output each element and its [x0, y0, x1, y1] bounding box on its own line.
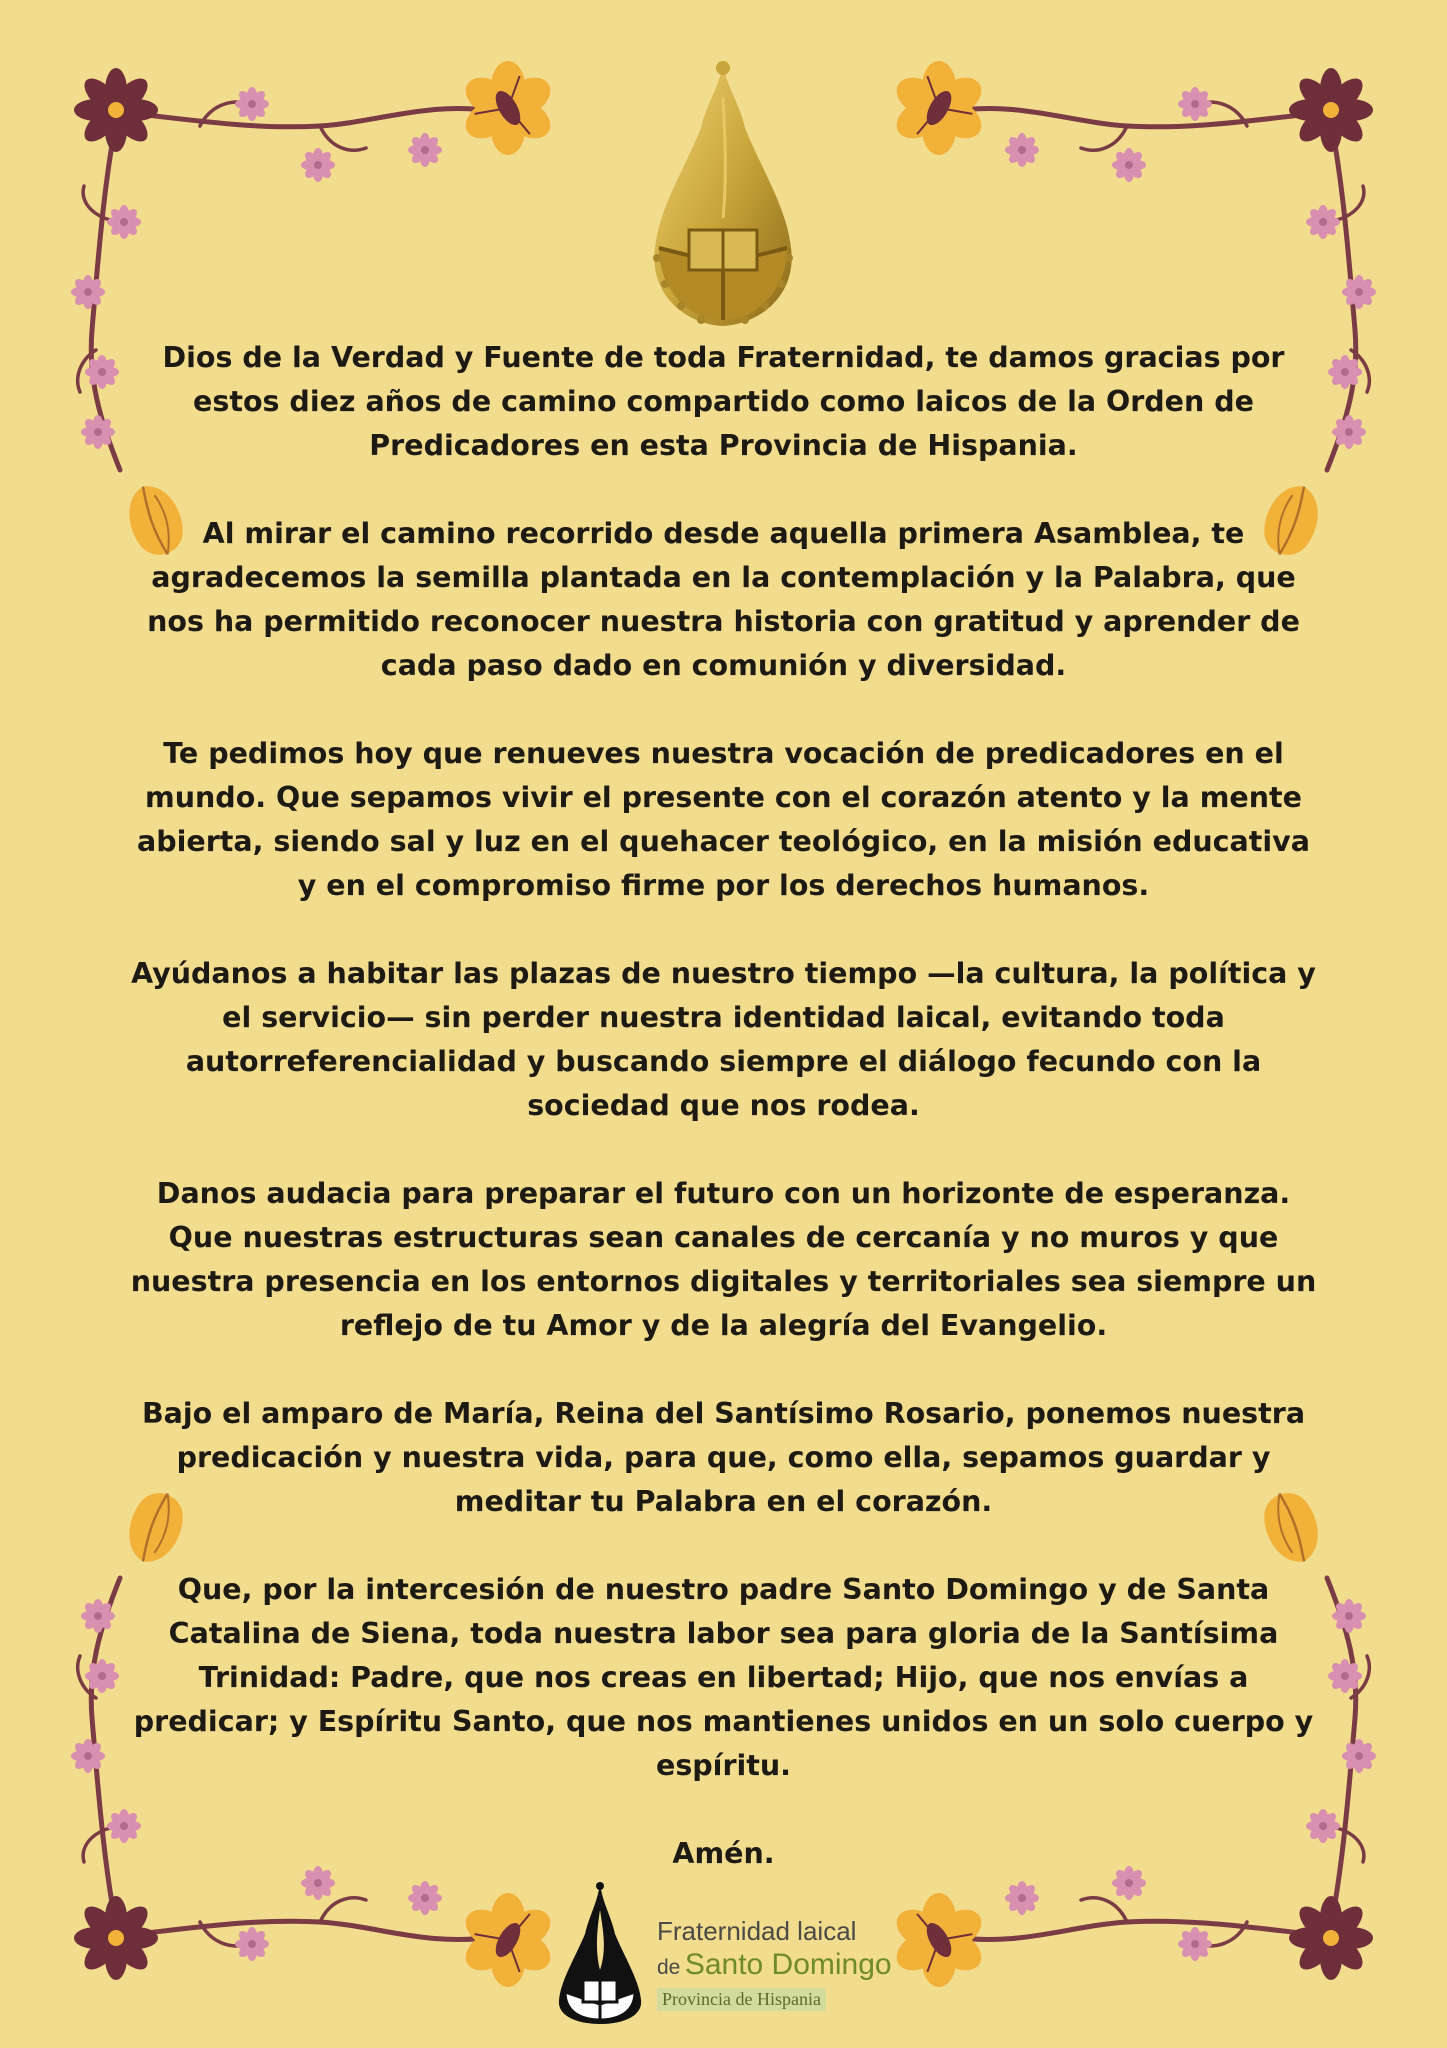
dominican-flame-shield-icon	[635, 58, 811, 330]
prayer-paragraph: Danos audacia para preparar el futuro con un horizonte de esperanza. Que nuestras estructuras sean canales de cercanía y no muros y que nuestra presencia en los entornos digitales y territoriales sea siempre un reflejo de tu Amor y de la alegría del Evangelio.	[130, 1177, 1317, 1342]
prayer-paragraph: Bajo el amparo de María, Reina del Santísimo Rosario, ponemos nuestra predicación y nuestra vida, para que, como ella, sepamos guardar y meditar tu Palabra en el corazón.	[141, 1397, 1306, 1518]
prayer-paragraph: Ayúdanos a habitar las plazas de nuestro tiempo —la cultura, la política y el servicio— sin perder nuestra identidad laical, evitando toda autorreferencialidad y buscando siempre el diálogo fecundo con la sociedad que nos rodea.	[131, 957, 1316, 1122]
logo-prefix: de	[657, 1956, 681, 1979]
prayer-paragraph: Al mirar el camino recorrido desde aquella primera Asamblea, te agradecemos la semilla plantada en la contemplación y la Palabra, que nos ha permitido reconocer nuestra historia con gratitud y aprender de cada paso dado en comunión y diversidad.	[147, 517, 1300, 682]
fraternidad-logo	[555, 1880, 895, 2025]
prayer-paragraph: Te pedimos hoy que renueves nuestra vocación de predicadores en el mundo. Que sepamos vivir el presente con el corazón atento y la mente abierta, siendo sal y luz en el quehacer teológico, en la misión educativa y en el compromiso firme por los derechos humanos.	[137, 737, 1310, 902]
logo-name: Santo Domingo	[684, 1948, 892, 1981]
prayer-paragraph: Que, por la intercesión de nuestro padre Santo Domingo y de Santa Catalina de Siena, toda nuestra labor sea para gloria de la Santísima Trinidad: Padre, que nos creas en libertad; Hijo, que nos envías a predicar; y Espíritu Santo, que nos mantienes unidos en un solo cuerpo y espíritu.	[133, 1573, 1314, 1782]
prayer-closing: Amén.	[672, 1837, 775, 1870]
dominican-emblem-icon	[555, 1880, 645, 2025]
logo-province: Provincia de Hispania	[657, 1988, 826, 2011]
logo-subtitle	[657, 1948, 892, 1982]
logo-title: Fraternidad laical	[657, 1916, 857, 1946]
prayer-paragraph: Dios de la Verdad y Fuente de toda Fraternidad, te damos gracias por estos diez años de camino compartido como laicos de la Orden de Predicadores en esta Provincia de Hispania.	[162, 341, 1285, 462]
prayer-text	[130, 336, 1317, 1876]
